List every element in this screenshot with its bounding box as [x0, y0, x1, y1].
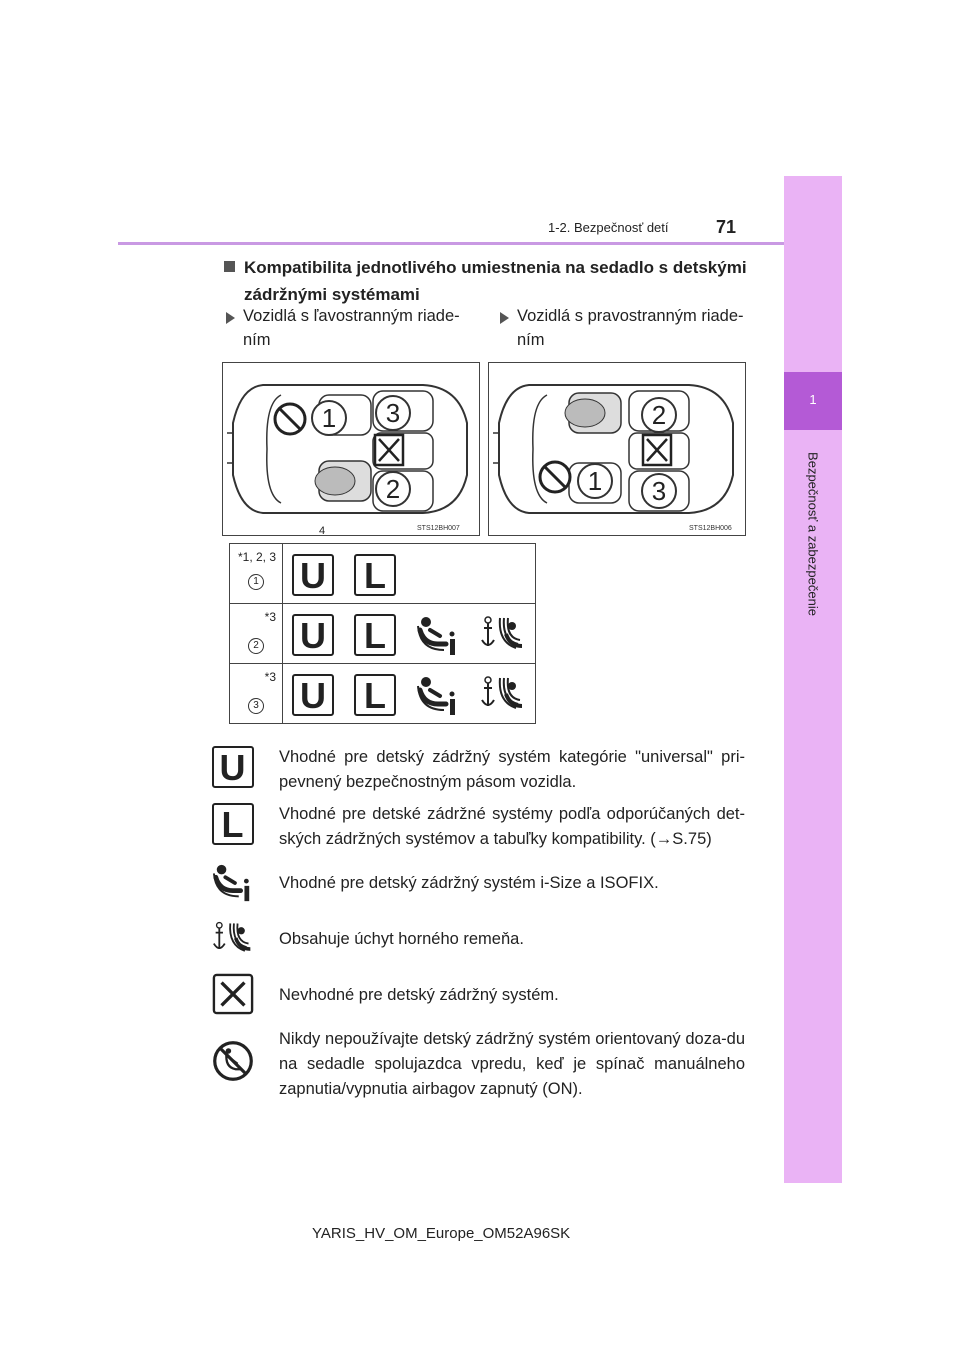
seat-label-3: 3 — [641, 473, 677, 509]
chapter-side-tab — [784, 176, 842, 1183]
row-note: *3 — [264, 670, 276, 684]
seat-label-2: 2 — [641, 397, 677, 433]
row-header — [230, 544, 283, 603]
chapter-title-text: Bezpečnosť a zabezpečenie — [805, 452, 821, 616]
subheading-right-hand-drive: Vozidlá s pravostranným riade-ním — [517, 307, 744, 349]
seat-label-3: 3 — [375, 395, 411, 431]
seat-label-1: 1 — [311, 400, 347, 436]
seat-number-circle: 3 — [248, 698, 264, 714]
l-category-icon: L — [354, 554, 396, 596]
square-bullet-icon — [224, 261, 235, 272]
table-row — [230, 604, 535, 664]
subheading-left-hand-drive: Vozidlá s ľavostranným riade-ním — [243, 307, 460, 349]
seat-label-1: 1 — [577, 463, 613, 499]
legend-text-tether: Obsahuje úchyt horného remeňa. — [279, 930, 524, 948]
seat-number-circle: 2 — [248, 638, 264, 654]
u-category-icon: U — [292, 674, 334, 716]
legend-text-l: Vhodné pre detské zádržné systémy podľa odporúčaných det-ských zádržných systémov a tabuľky kompatibility. (→S.75) — [279, 805, 745, 848]
row-note: *3 — [264, 610, 276, 624]
diagram-code: STS12BH006 — [689, 525, 732, 532]
document-footer: YARIS_HV_OM_Europe_OM52A96SK — [312, 1225, 571, 1242]
legend-text-isofix: Vhodné pre detský zádržný systém i-Size a ISOFIX. — [279, 874, 659, 892]
car-top-view-right — [489, 363, 745, 535]
u-category-icon: U — [292, 614, 334, 656]
u-category-icon: U — [212, 746, 254, 788]
l-category-icon: L — [354, 614, 396, 656]
chapter-number: 1 — [809, 392, 817, 407]
triangle-bullet-icon — [226, 312, 235, 324]
legend-text-u: Vhodné pre detský zádržný systém kategórie "universal" pri-pevnený bezpečnostným pásom vozidla. — [279, 748, 745, 791]
car-top-view-left — [223, 363, 479, 535]
top-tether-icon — [480, 612, 526, 658]
l-category-icon: L — [212, 803, 254, 845]
table-row — [230, 544, 535, 604]
header-rule — [118, 242, 840, 245]
diagram-code: STS12BH007 — [417, 525, 460, 532]
row-header — [230, 604, 283, 663]
top-tether-icon — [480, 672, 526, 718]
row-note: *1, 2, 3 — [237, 550, 276, 564]
cross-box-icon — [212, 973, 254, 1015]
u-category-icon: U — [292, 554, 334, 596]
no-rear-facing-icon — [212, 1040, 254, 1082]
diagram-left-hand-drive — [222, 362, 480, 536]
page-number: 71 — [716, 217, 737, 237]
triangle-bullet-icon — [500, 312, 509, 324]
callout-number: 4 — [319, 525, 326, 537]
top-tether-icon — [212, 918, 254, 960]
legend-text-unsuitable: Nevhodné pre detský zádržný systém. — [279, 986, 559, 1004]
table-row — [230, 664, 535, 723]
section-title: 1-2. Bezpečnosť detí — [548, 220, 669, 235]
isofix-seat-icon — [212, 862, 254, 904]
section-heading: Kompatibilita jednotlivého umiestnenia na sedadlo s detskými zádržnými systémami — [244, 258, 747, 304]
isofix-seat-icon — [416, 614, 460, 658]
isofix-seat-icon — [416, 674, 460, 718]
row-header — [230, 664, 283, 723]
compatibility-table — [229, 543, 536, 724]
seat-number-circle: 1 — [248, 574, 264, 590]
legend-text-airbag-warning: Nikdy nepoužívajte detský zádržný systém orientovaný doza-du na sedadle spolujazdca vpredu, keď je spínač manuálneho zapnutia/vypnutia airbagov zapnutý (ON). — [279, 1030, 745, 1098]
seat-label-2: 2 — [375, 471, 411, 507]
l-category-icon: L — [354, 674, 396, 716]
diagram-right-hand-drive — [488, 362, 746, 536]
